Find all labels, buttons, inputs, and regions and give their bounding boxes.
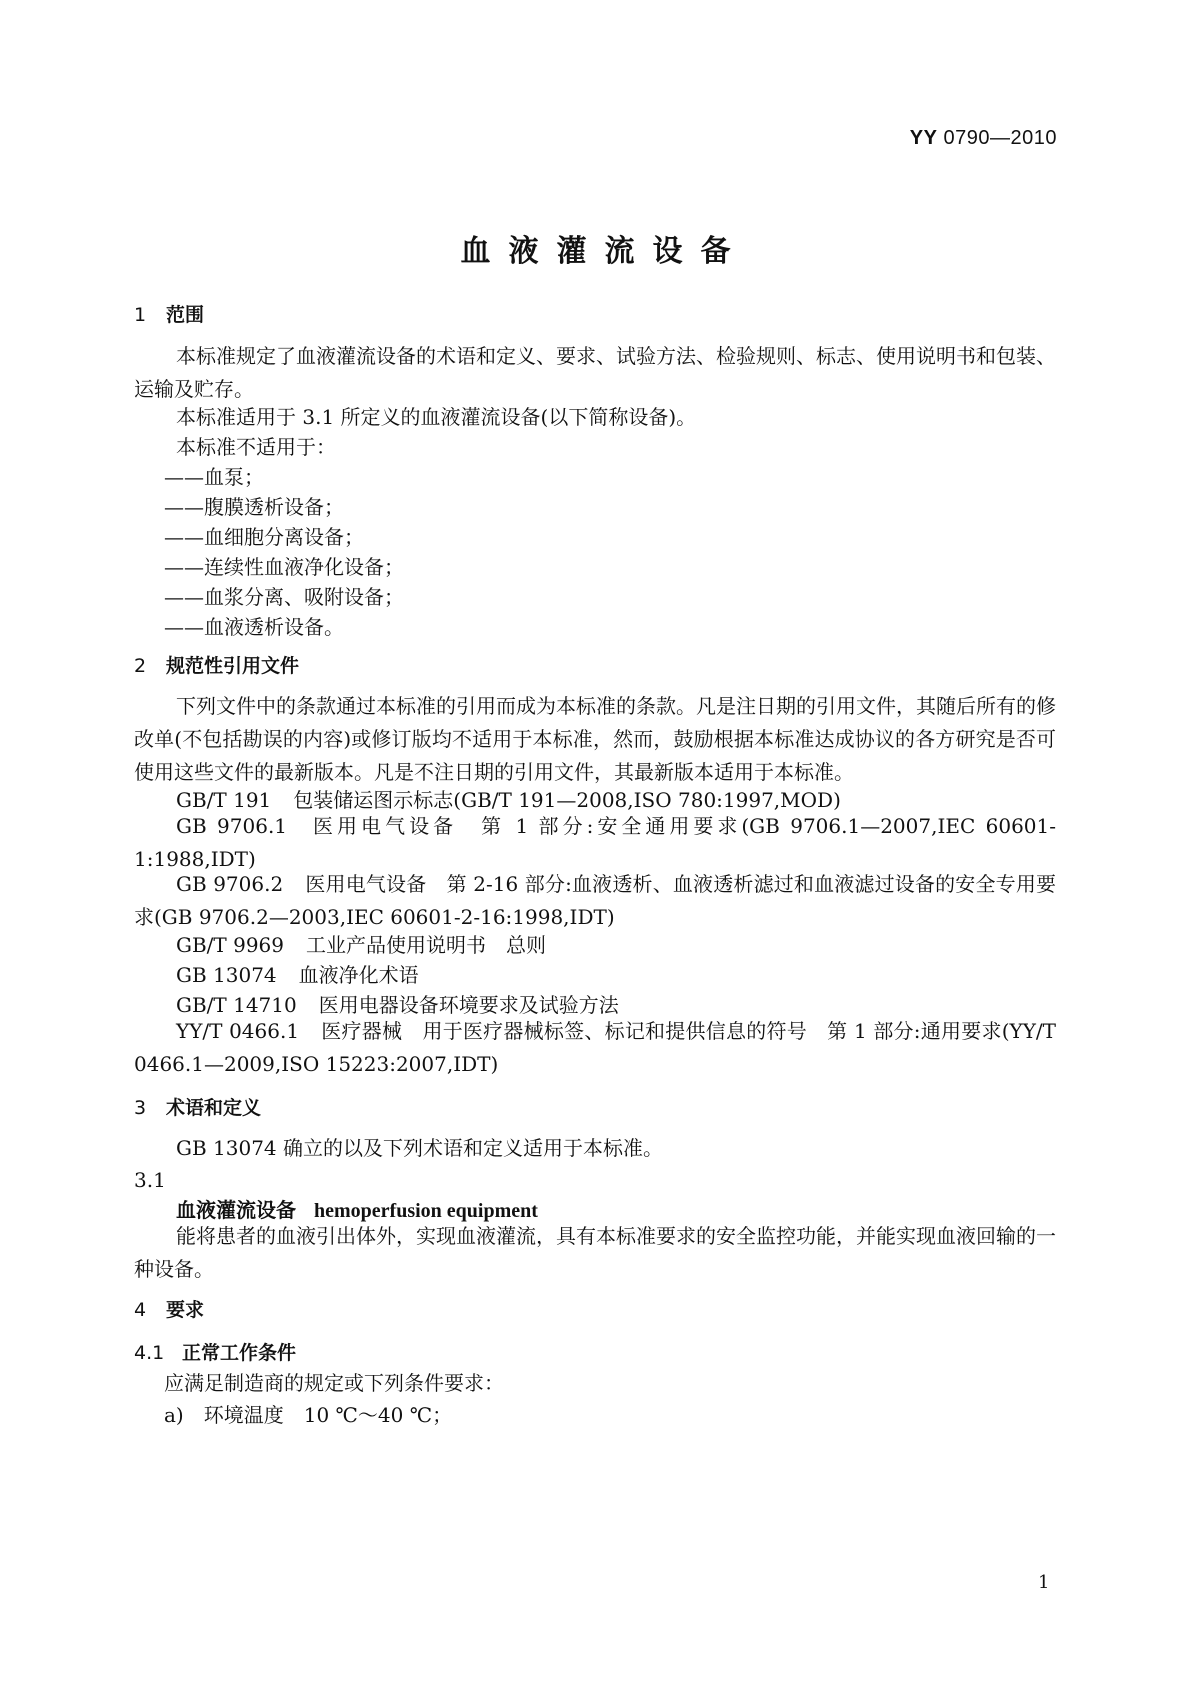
section-1-para-1: 本标准规定了血液灌流设备的术语和定义、要求、试验方法、检验规则、标志、使用说明书和包装、运输及贮存。 (134, 344, 1056, 401)
section-2-intro: 下列文件中的条款通过本标准的引用而成为本标准的条款。凡是注日期的引用文件，其随后所有的修改单(不包括勘误的内容)或修订版均不适用于本标准，然而，鼓励根据本标准达成协议的各方研究是否可使用这些文件的最新版本。凡是不注日期的引用文件，其最新版本适用于本标准。 (134, 694, 1056, 784)
reference-text: 工业产品使用说明书 总则 (306, 933, 547, 957)
section-1-para-3: 本标准不适用于： (176, 435, 336, 459)
reference-entry (176, 790, 841, 810)
standard-code-prefix: YY (909, 127, 938, 149)
reference-entry (134, 810, 1056, 876)
section-number: 1 (134, 304, 147, 326)
section-title: 范围 (166, 304, 205, 326)
term-chinese: 血液灌流设备 (176, 1198, 296, 1222)
standard-code-number: 0790—2010 (943, 127, 1057, 149)
section-1-para-2: 本标准适用于 3.1 所定义的血液灌流设备(以下简称设备)。 (176, 405, 697, 429)
subsection-number: 3.1 (134, 1168, 166, 1192)
exclusion-item: ——血液透析设备。 (164, 615, 344, 639)
reference-entry (134, 868, 1056, 934)
list-item-a (164, 1405, 452, 1425)
exclusion-item: ——血泵； (164, 465, 264, 489)
reference-code: GB 13074 (176, 963, 277, 987)
reference-text: 医用电器设备环境要求及试验方法 (318, 993, 619, 1017)
section-number: 2 (134, 655, 147, 677)
reference-code: YY/T 0466.1 (176, 1019, 300, 1043)
reference-text: 医疗器械 用于医疗器械标签、标记和提供信息的符号 第 1 部分:通用要求(YY/T 0466.1—2009,ISO 15223:2007,IDT) (134, 1019, 1056, 1076)
section-title: 术语和定义 (166, 1097, 262, 1119)
subsection-title: 正常工作条件 (182, 1342, 297, 1364)
reference-entry (176, 995, 619, 1015)
subsection-number: 4.1 (134, 1342, 165, 1364)
reference-code: GB/T 14710 (176, 993, 297, 1017)
section-4-heading (134, 1300, 204, 1320)
section-title: 要求 (166, 1299, 205, 1321)
subsection-4-1-heading (134, 1343, 296, 1363)
reference-entry (134, 1015, 1056, 1081)
exclusion-item: ——血细胞分离设备； (164, 525, 364, 549)
section-1-heading (134, 305, 204, 325)
subsection-4-1-intro: 应满足制造商的规定或下列条件要求： (164, 1371, 504, 1395)
reference-text: 医用电气设备 第 2-16 部分:血液透析、血液透析滤过和血液滤过设备的安全专用要求(GB 9706.2—2003,IEC 60601-2-16:1998,IDT) (134, 872, 1056, 929)
section-number: 4 (134, 1299, 147, 1321)
section-3-intro: GB 13074 确立的以及下列术语和定义适用于本标准。 (176, 1136, 664, 1160)
reference-code: GB 9706.1 (176, 814, 288, 838)
reference-text: 医用电气设备 第 1 部分:安全通用要求(GB 9706.1—2007,IEC 60601-1:1988,IDT) (134, 814, 1056, 871)
list-item-text: 环境温度 10 ℃～40 ℃； (203, 1403, 453, 1427)
term-heading (176, 1200, 538, 1221)
section-2-heading (134, 656, 299, 676)
list-item-label: a) (164, 1403, 184, 1427)
exclusion-item: ——连续性血液净化设备； (164, 555, 404, 579)
reference-text: 包装储运图示标志(GB/T 191—2008,ISO 780:1997,MOD) (293, 788, 841, 812)
reference-code: GB/T 9969 (176, 933, 285, 957)
document-title: 血液灌流设备 (460, 234, 749, 269)
section-title: 规范性引用文件 (166, 655, 300, 677)
reference-code: GB/T 191 (176, 788, 272, 812)
standard-code (910, 127, 1057, 150)
reference-text: 血液净化术语 (298, 963, 419, 987)
exclusion-item: ——腹膜透析设备； (164, 495, 344, 519)
page-number: 1 (1038, 1572, 1050, 1593)
section-3-heading (134, 1098, 261, 1118)
term-english: hemoperfusion equipment (314, 1200, 538, 1222)
term-definition: 能将患者的血液引出体外，实现血液灌流，具有本标准要求的安全监控功能，并能实现血液回输的一种设备。 (134, 1224, 1056, 1281)
section-number: 3 (134, 1097, 147, 1119)
reference-code: GB 9706.2 (176, 872, 284, 896)
exclusion-item: ——血浆分离、吸附设备； (164, 585, 404, 609)
reference-entry (176, 965, 419, 985)
reference-entry (176, 935, 546, 955)
